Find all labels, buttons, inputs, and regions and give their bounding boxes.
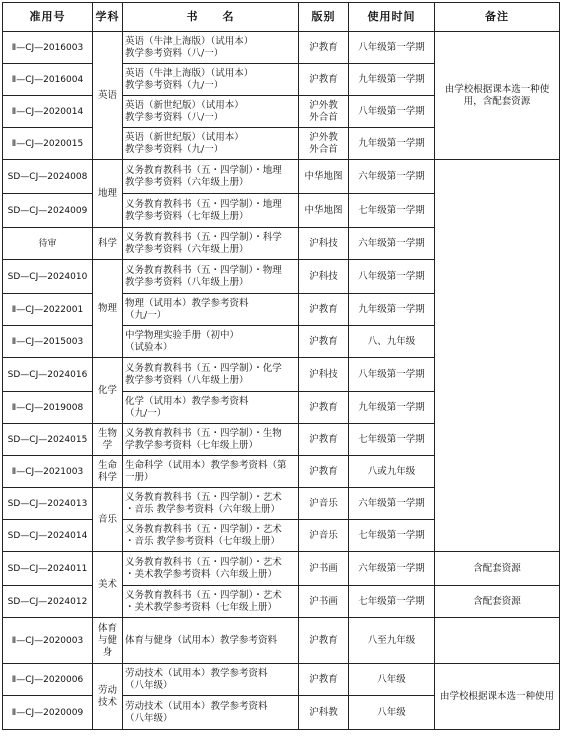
publisher xyxy=(299,488,349,520)
usage-term: 九年级第一学期 xyxy=(349,128,435,160)
cell-line: （八年级） xyxy=(125,712,173,724)
approval-code: 待审 xyxy=(3,228,93,260)
cell-line: 沪科技 xyxy=(309,237,338,249)
notes-cell xyxy=(435,586,560,618)
book-title xyxy=(123,194,299,228)
approval-code: SD—CJ—2024012 xyxy=(3,586,93,618)
cell-line: 中学物理实验手册（初中） xyxy=(125,329,240,341)
table-row xyxy=(3,32,560,64)
publisher xyxy=(299,456,349,488)
cell-line: 化学（试用本）教学参考资料 xyxy=(125,395,249,407)
cell-line: 义务教育教科书（五・四学制）・艺术 xyxy=(125,491,282,503)
approval-code: SD—CJ—2024015 xyxy=(3,424,93,456)
cell-line: 教学参考资料（七年级上册） xyxy=(125,210,249,222)
cell-line: 沪外教 xyxy=(309,99,338,111)
cell-line: 科学 xyxy=(97,471,117,483)
publisher xyxy=(299,392,349,424)
subject-cell xyxy=(93,160,123,228)
usage-term: 八年级第一学期 xyxy=(349,32,435,64)
book-title xyxy=(123,552,299,586)
usage-term: 七年级第一学期 xyxy=(349,424,435,456)
publisher xyxy=(299,664,349,696)
cell-line: 化学 xyxy=(97,384,117,396)
cell-line: ・音乐 教学参考资料（六年级上册） xyxy=(125,503,281,515)
cell-line: 教学参考资料（八/一） xyxy=(125,111,224,123)
subject-cell xyxy=(93,456,123,488)
book-title xyxy=(123,358,299,392)
book-title xyxy=(123,618,299,664)
publisher xyxy=(299,160,349,194)
approval-code: Ⅱ—CJ—2019008 xyxy=(3,392,93,424)
cell-line: 中华地图 xyxy=(304,170,343,182)
cell-line: 义务教育教科书（五・四学制）・生物 xyxy=(125,427,282,439)
cell-line: 含配套资源 xyxy=(473,562,521,574)
approval-code: Ⅱ—CJ—2020009 xyxy=(3,696,93,730)
publisher xyxy=(299,64,349,96)
cell-line: 沪教育 xyxy=(309,303,338,315)
header-code: 准用号 xyxy=(3,3,93,32)
approval-code: Ⅱ—CJ—2015003 xyxy=(3,326,93,358)
approval-code: Ⅱ—CJ—2016003 xyxy=(3,32,93,64)
publisher xyxy=(299,194,349,228)
cell-line: 沪教育 xyxy=(309,73,338,85)
textbook-catalog-table xyxy=(2,2,560,730)
usage-term: 七年级第一学期 xyxy=(349,586,435,618)
approval-code: SD—CJ—2024009 xyxy=(3,194,93,228)
cell-line: 英语 xyxy=(97,89,117,101)
cell-line: 音乐 xyxy=(97,513,117,525)
cell-line: 教学参考资料（九/一） xyxy=(125,143,224,155)
cell-line: 学教学参考资料（七年级上册） xyxy=(125,439,259,451)
cell-line: 体育 xyxy=(97,622,117,634)
subject-cell xyxy=(93,488,123,552)
publisher xyxy=(299,552,349,586)
cell-line: 沪科教 xyxy=(309,706,338,718)
usage-term: 九年级第一学期 xyxy=(349,64,435,96)
publisher xyxy=(299,294,349,326)
publisher xyxy=(299,520,349,552)
cell-line: 义务教育教科书（五・四学制）・化学 xyxy=(125,362,282,374)
cell-line: 教学参考资料（九/一） xyxy=(125,79,224,91)
table-body xyxy=(3,32,560,730)
subject-cell xyxy=(93,358,123,424)
book-title xyxy=(123,64,299,96)
header-subject: 学科 xyxy=(93,3,123,32)
usage-term: 六年级第一学期 xyxy=(349,488,435,520)
cell-line: 劳动技术（试用本）教学参考资料 xyxy=(125,700,268,712)
cell-line: 生物 xyxy=(97,427,117,439)
publisher xyxy=(299,326,349,358)
cell-line: 义务教育教科书（五・四学制）・地理 xyxy=(125,198,282,210)
cell-line: 英语（新世纪版）（试用本） xyxy=(125,99,244,111)
cell-line: 义务教育教科书（五・四学制）・艺术 xyxy=(125,556,282,568)
table-row xyxy=(3,160,560,194)
cell-line: ・美术教学参考资料（七年级上册） xyxy=(125,601,278,613)
cell-line: 英语（牛津上海版）（试用本） xyxy=(125,35,254,47)
cell-line: 义务教育教科书（五・四学制）・物理 xyxy=(125,264,282,276)
cell-line: 教学参考资料（八年级上册） xyxy=(125,374,249,386)
cell-line: （九/一） xyxy=(125,407,167,419)
subject-cell xyxy=(93,552,123,618)
cell-line: （八年级） xyxy=(125,679,173,691)
book-title xyxy=(123,664,299,696)
book-title xyxy=(123,294,299,326)
subject-cell xyxy=(93,618,123,664)
cell-line: 由学校根据课本选一种使 xyxy=(444,83,550,95)
book-title xyxy=(123,260,299,294)
usage-term: 八或九年级 xyxy=(349,456,435,488)
cell-line: 沪教育 xyxy=(309,465,338,477)
cell-line: 中华地图 xyxy=(304,204,343,216)
book-title xyxy=(123,424,299,456)
cell-line: 教学参考资料（八年级上册） xyxy=(125,276,249,288)
notes-cell xyxy=(435,160,560,552)
cell-line: ・音乐 教学参考资料（七年级上册） xyxy=(125,535,281,547)
cell-line: 劳动 xyxy=(97,684,117,696)
header-term: 使用时间 xyxy=(349,3,435,32)
book-title xyxy=(123,392,299,424)
cell-line: 外合首 xyxy=(309,111,338,123)
usage-term: 八年级第一学期 xyxy=(349,358,435,392)
usage-term: 九年级第一学期 xyxy=(349,294,435,326)
cell-line: 含配套资源 xyxy=(473,595,521,607)
cell-line: 教学参考资料（六年级上册） xyxy=(125,176,249,188)
cell-line: ・美术教学参考资料（六年级上册） xyxy=(125,568,278,580)
cell-line: 沪科技 xyxy=(309,270,338,282)
approval-code: Ⅱ—CJ—2020015 xyxy=(3,128,93,160)
usage-term: 八年级第一学期 xyxy=(349,260,435,294)
notes-cell xyxy=(435,32,560,160)
approval-code: SD—CJ—2024016 xyxy=(3,358,93,392)
subject-cell xyxy=(93,228,123,260)
cell-line: （九/一） xyxy=(125,309,167,321)
cell-line: 沪音乐 xyxy=(309,497,338,509)
publisher xyxy=(299,618,349,664)
cell-line: 沪教育 xyxy=(309,634,338,646)
cell-line: 沪音乐 xyxy=(309,529,338,541)
usage-term: 八至九年级 xyxy=(349,618,435,664)
book-title xyxy=(123,326,299,358)
header-notes: 备注 xyxy=(435,3,560,32)
approval-code: SD—CJ—2024011 xyxy=(3,552,93,586)
usage-term: 八年级第一学期 xyxy=(349,96,435,128)
notes-cell xyxy=(435,552,560,586)
cell-line: 由学校根据课本选一种使用 xyxy=(439,690,554,702)
table-row xyxy=(3,552,560,586)
publisher xyxy=(299,128,349,160)
cell-line: 英语（牛津上海版）（试用本） xyxy=(125,67,254,79)
notes-cell xyxy=(435,618,560,664)
cell-line: 科学 xyxy=(97,237,117,249)
book-title xyxy=(123,696,299,730)
approval-code: Ⅱ—CJ—2021003 xyxy=(3,456,93,488)
cell-line: 物理（试用本）教学参考资料 xyxy=(125,297,249,309)
usage-term: 九年级第一学期 xyxy=(349,392,435,424)
publisher xyxy=(299,696,349,730)
publisher xyxy=(299,586,349,618)
cell-line: 沪科技 xyxy=(309,368,338,380)
cell-line: 与健 xyxy=(97,634,117,646)
usage-term: 六年级第一学期 xyxy=(349,228,435,260)
approval-code: SD—CJ—2024010 xyxy=(3,260,93,294)
usage-term: 六年级第一学期 xyxy=(349,552,435,586)
book-title xyxy=(123,456,299,488)
approval-code: Ⅱ—CJ—2020003 xyxy=(3,618,93,664)
approval-code: Ⅱ—CJ—2020006 xyxy=(3,664,93,696)
cell-line: 沪书画 xyxy=(309,595,338,607)
approval-code: Ⅱ—CJ—2016004 xyxy=(3,64,93,96)
approval-code: Ⅱ—CJ—2022001 xyxy=(3,294,93,326)
cell-line: 美术 xyxy=(97,578,117,590)
cell-line: 学 xyxy=(102,439,113,451)
header-publisher: 版别 xyxy=(299,3,349,32)
cell-line: （试验本） xyxy=(125,341,173,353)
approval-code: Ⅱ—CJ—2020014 xyxy=(3,96,93,128)
publisher xyxy=(299,228,349,260)
cell-line: 生命 xyxy=(97,459,117,471)
cell-line: 义务教育教科书（五・四学制）・艺术 xyxy=(125,589,282,601)
header-title: 书 名 xyxy=(123,3,299,32)
cell-line: 沪教育 xyxy=(309,335,338,347)
cell-line: 物理 xyxy=(97,302,117,314)
cell-line: 地理 xyxy=(97,187,117,199)
cell-line: 义务教育教科书（五・四学制）・科学 xyxy=(125,231,282,243)
subject-cell xyxy=(93,260,123,358)
usage-term: 八、九年级 xyxy=(349,326,435,358)
cell-line: 英语（新世纪版）（试用本） xyxy=(125,131,244,143)
approval-code: SD—CJ—2024008 xyxy=(3,160,93,194)
cell-line: 一册） xyxy=(125,471,154,483)
publisher xyxy=(299,32,349,64)
publisher xyxy=(299,358,349,392)
book-title xyxy=(123,32,299,64)
cell-line: 技术 xyxy=(97,696,117,708)
book-title xyxy=(123,520,299,552)
usage-term: 八年级 xyxy=(349,664,435,696)
cell-line: 用，含配套资源 xyxy=(463,95,531,107)
subject-cell xyxy=(93,664,123,730)
book-title xyxy=(123,128,299,160)
book-title xyxy=(123,586,299,618)
cell-line: 沪教育 xyxy=(309,401,338,413)
table-header-row xyxy=(3,3,560,32)
approval-code: SD—CJ—2024013 xyxy=(3,488,93,520)
notes-cell xyxy=(435,664,560,730)
cell-line: 外合首 xyxy=(309,143,338,155)
cell-line: 体育与健身（试用本）教学参考资料 xyxy=(125,634,278,646)
cell-line: 沪外教 xyxy=(309,131,338,143)
cell-line: 劳动技术（试用本）教学参考资料 xyxy=(125,667,268,679)
publisher xyxy=(299,424,349,456)
subject-cell xyxy=(93,424,123,456)
cell-line: 沪书画 xyxy=(309,562,338,574)
table-row xyxy=(3,618,560,664)
cell-line: 身 xyxy=(102,646,113,658)
usage-term: 八年级 xyxy=(349,696,435,730)
book-title xyxy=(123,160,299,194)
book-title xyxy=(123,96,299,128)
cell-line: 教学参考资料（八/一） xyxy=(125,47,224,59)
publisher xyxy=(299,96,349,128)
usage-term: 六年级第一学期 xyxy=(349,160,435,194)
approval-code: SD—CJ—2024014 xyxy=(3,520,93,552)
subject-cell xyxy=(93,32,123,160)
cell-line: 义务教育教科书（五・四学制）・地理 xyxy=(125,164,282,176)
table-row xyxy=(3,586,560,618)
cell-line: 沪教育 xyxy=(309,673,338,685)
cell-line: 生命科学（试用本）教学参考资料（第 xyxy=(125,459,287,471)
cell-line: 沪教育 xyxy=(309,41,338,53)
cell-line: 义务教育教科书（五・四学制）・艺术 xyxy=(125,523,282,535)
book-title xyxy=(123,488,299,520)
usage-term: 七年级第一学期 xyxy=(349,194,435,228)
table-row xyxy=(3,664,560,696)
usage-term: 七年级第一学期 xyxy=(349,520,435,552)
cell-line: 沪教育 xyxy=(309,433,338,445)
book-title xyxy=(123,228,299,260)
publisher xyxy=(299,260,349,294)
cell-line: 教学参考资料（六年级上册） xyxy=(125,243,249,255)
